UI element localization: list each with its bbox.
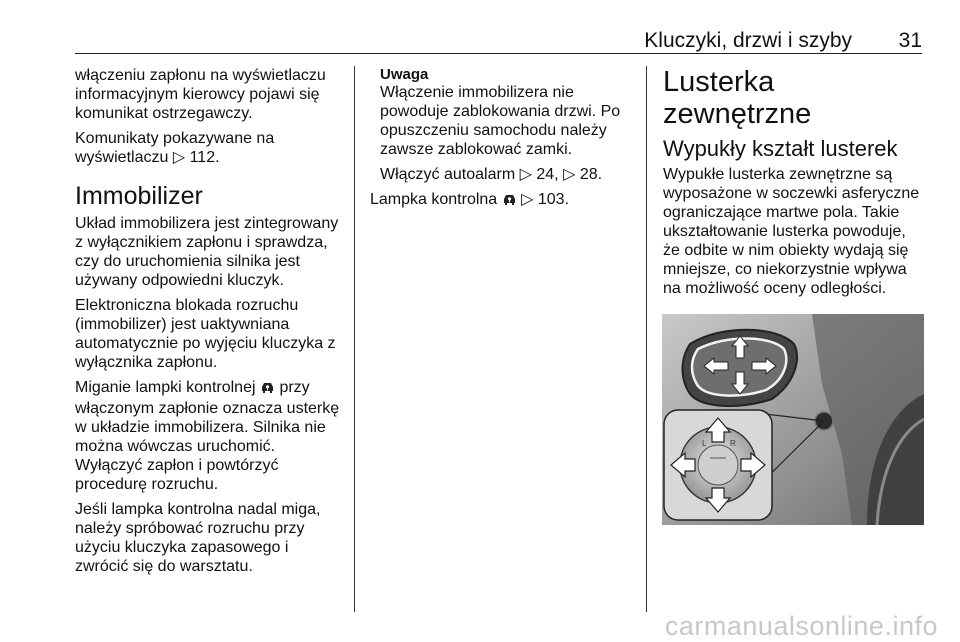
page-reference-link[interactable]: 112. — [189, 149, 220, 166]
page-header-title: Kluczyki, drzwi i szyby — [644, 29, 852, 52]
control-lamp-text: Lampka kontrolna — [370, 191, 498, 208]
column-left — [75, 66, 343, 582]
section-heading-exterior-mirrors: Lusterka zewnętrzne — [663, 66, 812, 130]
note-paragraph-alarm — [380, 165, 622, 184]
page-reference-arrow-icon: ▷ — [519, 166, 532, 183]
svg-text:L: L — [702, 439, 707, 448]
column-right — [663, 66, 925, 342]
note-title: Uwaga — [380, 66, 429, 83]
page-reference-link[interactable]: 28. — [579, 166, 603, 183]
paragraph-spare-key: Jeśli lampka kontrolna nadal miga, należy spróbować rozruchu przy użyciu kluczyka zapasowego i zwrócić się do warsztatu. — [75, 501, 321, 575]
car-key-lamp-icon — [502, 192, 517, 211]
paragraph-control-lamp — [370, 190, 622, 211]
paragraph-warning-message: włączeniu zapłonu na wyświetlaczu informacyjnym kierowcy pojawi się komunikat ostrzegawczy. — [75, 67, 326, 122]
note-box — [370, 66, 622, 184]
page-number: 31 — [898, 29, 922, 52]
mirror-adjustment-illustration — [662, 314, 924, 525]
section-heading-immobilizer: Immobilizer — [75, 182, 203, 210]
paragraph-display-messages — [75, 129, 343, 167]
header-rule — [75, 53, 922, 54]
page-reference-link[interactable]: 103. — [537, 191, 569, 208]
car-key-lamp-icon — [260, 380, 275, 399]
alarm-text: Włączyć autoalarm — [380, 166, 516, 183]
page-reference-arrow-icon: ▷ — [521, 191, 534, 208]
column-middle — [370, 66, 622, 217]
svg-text:R: R — [730, 439, 736, 448]
paragraph-immobilizer-activation: Elektroniczna blokada rozruchu (immobilizer) jest uaktywniana automatycznie po wyjęciu kluczyka z wyłącznika zapłonu. — [75, 297, 336, 371]
warning-lamp-text-after: przy włączonym zapłonie oznacza usterkę w układzie immobilizera. Silnika nie można wówczas uruchomić. — [75, 379, 340, 455]
paragraph-immobilizer-intro: Układ immobilizera jest zintegrowany z wyłącznikiem zapłonu i sprawdza, czy do uruchomienia silnika jest używany odpowiedni kluczyk. — [75, 215, 339, 289]
paragraph-restart: Wyłączyć zapłon i powtórzyć procedurę rozruchu. — [75, 457, 279, 493]
display-messages-text: Komunikaty pokazywane na wyświetlaczu — [75, 130, 275, 166]
column-divider-right — [646, 66, 647, 612]
column-divider-left — [354, 66, 355, 612]
note-paragraph-doors: Włączenie immobilizera nie powoduje zablokowania drzwi. Po opuszczeniu samochodu należy zawsze zablokować zamki. — [380, 84, 621, 158]
warning-lamp-text-before: Miganie lampki kontrolnej — [75, 379, 256, 396]
subheading-convex-mirrors: Wypukły kształt lusterek — [663, 136, 898, 161]
paragraph-warning-lamp — [75, 378, 343, 456]
page-reference-arrow-icon: ▷ — [172, 149, 186, 166]
page-reference-link[interactable]: 24, — [536, 166, 559, 183]
paragraph-convex-mirrors: Wypukłe lusterka zewnętrzne są wyposażone w soczewki asferyczne ograniczające martwe pola. Takie ukształtowanie lusterka powoduje, że odbite w nim obiekty wydają się mniejsze, co niekorzystnie wpływa na możliwość oceny odległości. — [663, 166, 920, 297]
page-reference-arrow-icon: ▷ — [563, 166, 576, 183]
watermark: carmanualsonline.info — [664, 611, 938, 641]
